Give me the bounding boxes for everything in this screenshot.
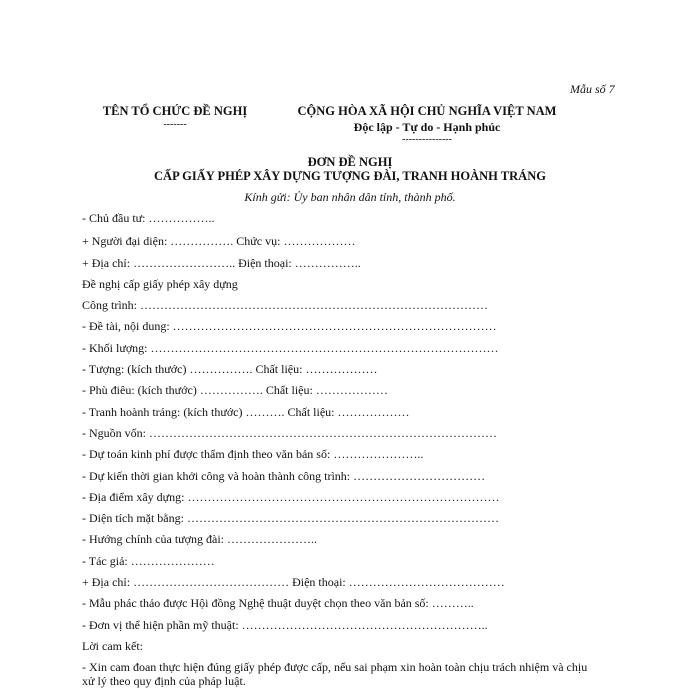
- organization-name: TÊN TỔ CHỨC ĐỀ NGHỊ: [102, 104, 248, 118]
- commitment-heading: Lời cam kết:: [82, 639, 143, 653]
- field-representative: + Người đại diện: ……………. Chức vụ: ………………: [82, 234, 356, 248]
- form-number: Mẫu số 7: [570, 82, 615, 96]
- field-sketch-approval: - Mẫu phác thảo được Hội đồng Nghệ thuật duyệt chọn theo văn bản số: ………..: [82, 596, 474, 610]
- field-author: - Tác giả: …………………: [82, 554, 215, 568]
- field-orientation: - Hướng chính của tượng đài: …………………..: [82, 532, 318, 546]
- document-subtitle: CẤP GIẤY PHÉP XÂY DỰNG TƯỢNG ĐÀI, TRANH HOÀNH TRÁNG: [154, 169, 546, 183]
- organization-dash: -------: [163, 119, 187, 130]
- nation-name: CỘNG HÒA XÃ HỘI CHỦ NGHĨA VIỆT NAM: [297, 104, 557, 118]
- field-budget: - Dự toán kinh phí được thẩm định theo văn bản số: …………………..: [82, 447, 424, 461]
- field-area: - Diện tích mặt bằng: ……………………………………………………………………: [82, 511, 499, 525]
- field-author-address: + Địa chỉ: ………………………………… Điện thoại: …………………………………: [82, 575, 505, 589]
- request-heading: Đề nghị cấp giấy phép xây dựng: [82, 277, 238, 291]
- field-art-unit: - Đơn vị thể hiện phần mỹ thuật: ……………………………………………………..: [82, 618, 488, 632]
- nation-motto: Độc lập - Tự do - Hạnh phúc: [353, 120, 501, 134]
- field-project: Công trình: ……………………………………………………………………………: [82, 298, 489, 312]
- nation-dash: ---------------: [402, 134, 452, 145]
- field-address-phone: + Địa chỉ: …………………….. Điện thoại: ……………..: [82, 256, 361, 270]
- field-mural: - Tranh hoành tráng: (kích thước) ………. Chất liệu: ………………: [82, 405, 410, 419]
- field-statue: - Tượng: (kích thước) ……………. Chất liệu: ………………: [82, 362, 378, 376]
- field-relief: - Phù điêu: (kích thước) ……………. Chất liệu: ………………: [82, 383, 388, 397]
- field-funding: - Nguồn vốn: ……………………………………………………………………………: [82, 426, 497, 440]
- document-title: ĐƠN ĐỀ NGHỊ: [307, 155, 393, 169]
- field-investor: - Chủ đầu tư: ……………..: [82, 211, 215, 225]
- field-location: - Địa điểm xây dựng: ……………………………………………………………………: [82, 490, 500, 504]
- commitment-line-2: xử lý theo quy định của pháp luật.: [82, 674, 246, 688]
- field-theme: - Đề tài, nội dung: ………………………………………………………………………: [82, 319, 497, 333]
- commitment-line-1: - Xin cam đoan thực hiện đúng giấy phép được cấp, nếu sai phạm xin hoàn toàn chịu trách nhiệm và chịu: [82, 660, 588, 674]
- field-schedule: - Dự kiến thời gian khởi công và hoàn thành công trình: ……………………………: [82, 469, 486, 483]
- field-volume: - Khối lượng: ……………………………………………………………………………: [82, 341, 499, 355]
- recipient: Kính gửi: Ủy ban nhân dân tỉnh, thành phố.: [244, 190, 456, 204]
